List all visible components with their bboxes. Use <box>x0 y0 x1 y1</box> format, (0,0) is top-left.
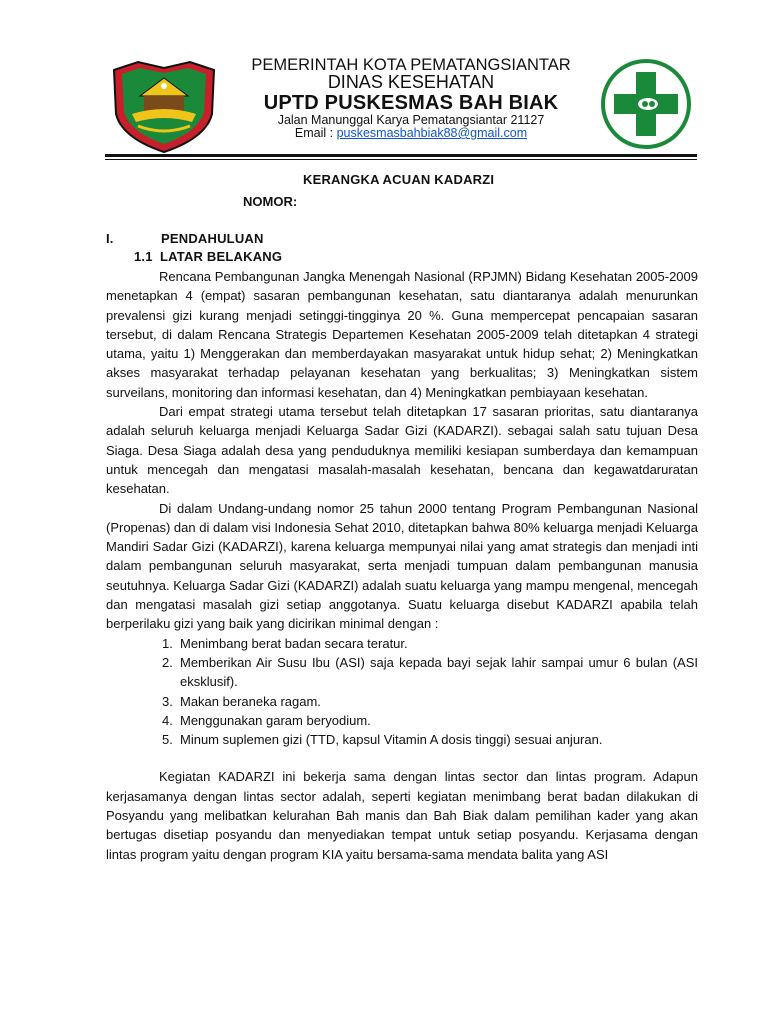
list-item-text: Menimbang berat badan secara teratur. <box>180 635 408 651</box>
puskesmas-logo <box>600 58 692 150</box>
list-item-text: Menggunakan garam beryodium. <box>180 712 371 728</box>
list-item-number: 2. <box>162 654 173 670</box>
letterhead-department: DINAS KESEHATAN <box>327 72 495 92</box>
city-emblem-logo <box>108 56 220 154</box>
document-title: KERANGKA ACUAN KADARZI <box>303 172 495 187</box>
list-item-number: 3. <box>162 693 173 709</box>
letterhead-institution: UPTD PUSKESMAS BAH BIAK <box>263 92 559 114</box>
list-item-text: Minum suplemen gizi (TTD, kapsul Vitamin A dosis tinggi) sesuai anjuran. <box>180 732 603 748</box>
list-item <box>106 711 698 730</box>
list-item <box>106 653 698 692</box>
list-item-text: Memberikan Air Susu Ibu (ASI) saja kepada bayi sejak lahir sampai umur 6 bulan (ASI eksklusif). <box>180 654 698 690</box>
list-item-number: 1. <box>162 635 173 651</box>
list-item <box>106 634 698 653</box>
list-item-number: 4. <box>162 712 173 728</box>
paragraph-3: Di dalam Undang-undang nomor 25 tahun 2000 tentang Program Pembangunan Nasional (Propenas) dan di dalam visi Indonesia Sehat 2010, ditetapkan bahwa 80% keluarga menjadi Keluarga Mandiri Sadar Gizi (KADARZI), karena keluarga mempunyai nilai yang amat strategis dan menjadi inti dalam pembangunan seluruh masyarakat, serta menjadi tumpuan dalam pembangunan manusia seutuhnya. Keluarga Sadar Gizi (KADARZI) adalah suatu keluarga yang mampu mengenal, mencegah dan mengatasi masalah gizi setiap anggotanya. Suatu keluarga disebut KADARZI apabila telah berperilaku gizi yang baik yang dicirikan minimal dengan : <box>106 500 698 632</box>
email-link[interactable]: puskesmasbahbiak88@gmail.com <box>336 126 528 140</box>
subsection-title: LATAR BELAKANG <box>160 249 283 264</box>
paragraph-1: Rencana Pembangunan Jangka Menengah Nasional (RPJMN) Bidang Kesehatan 2005-2009 menetapkan 4 (empat) sasaran pembangunan kesehatan, satu diantaranya adalah menurunkan prevalensi gizi kurang menjadi setinggi-tingginya 20 %. Guna mempercepat pencapaian sasaran tersebut, di dalam Rencana Strategis Departemen Kesehatan 2005-2009 telah ditetapkan 4 strategi utama, yaitu 1) Menggerakan dan memberdayakan masyarakat untuk hidup sehat; 2) Meningkatkan akses masyarakat terhadap pelayanan kesehatan yang berkualitas; 3) Meningkatkan sistem surveilans, monitoring dan informasi kesehatan, dan 4) Meningkatkan pembiayaan kesehatan. <box>106 269 698 400</box>
letterhead-rule-thick <box>105 154 697 157</box>
section-title: PENDAHULUAN <box>161 231 264 246</box>
letterhead-email-line <box>226 126 596 140</box>
letterhead-rule-thin <box>105 159 697 160</box>
letterhead-address: Jalan Manunggal Karya Pematangsiantar 21127 <box>277 113 545 127</box>
email-label: Email : <box>294 126 337 140</box>
kadarzi-criteria-list <box>106 634 698 750</box>
document-number-label: NOMOR: <box>243 194 298 209</box>
letterhead-government: PEMERINTAH KOTA PEMATANGSIANTAR <box>251 56 571 74</box>
document-body <box>106 267 698 864</box>
section-number: I. <box>106 231 114 246</box>
list-item-text: Makan beraneka ragam. <box>180 693 321 709</box>
list-item <box>106 692 698 711</box>
list-item-number: 5. <box>162 732 173 748</box>
list-item <box>106 730 698 749</box>
paragraph-4: Kegiatan KADARZI ini bekerja sama dengan lintas sector dan lintas program. Adapun kerjasamanya dengan lintas sector adalah, seperti kegiatan menimbang berat badan dilakukan di Posyandu yang melibatkan kelurahan Bah manis dan Bah Biak dalam pemilihan kader yang akan bertugas disetiap posyandu dan menyediakan tempat untuk setiap posyandu. Kerjasama dengan lintas program yaitu dengan program KIA yaitu bersama-sama mendata balita yang ASI <box>106 769 698 862</box>
paragraph-2: Dari empat strategi utama tersebut telah ditetapkan 17 sasaran prioritas, satu diantaranya adalah seluruh keluarga menjadi Keluarga Sadar Gizi (KADARZI). sebagai salah satu tujuan Desa Siaga. Desa Siaga adalah desa yang penduduknya memiliki kesiapan sumberdaya dan kemampuan untuk mencegah dan mengatasi masalah-masalah kesehatan, bencana dan kegawatdaruratan kesehatan. <box>106 404 698 497</box>
subsection-number: 1.1 <box>134 249 153 264</box>
